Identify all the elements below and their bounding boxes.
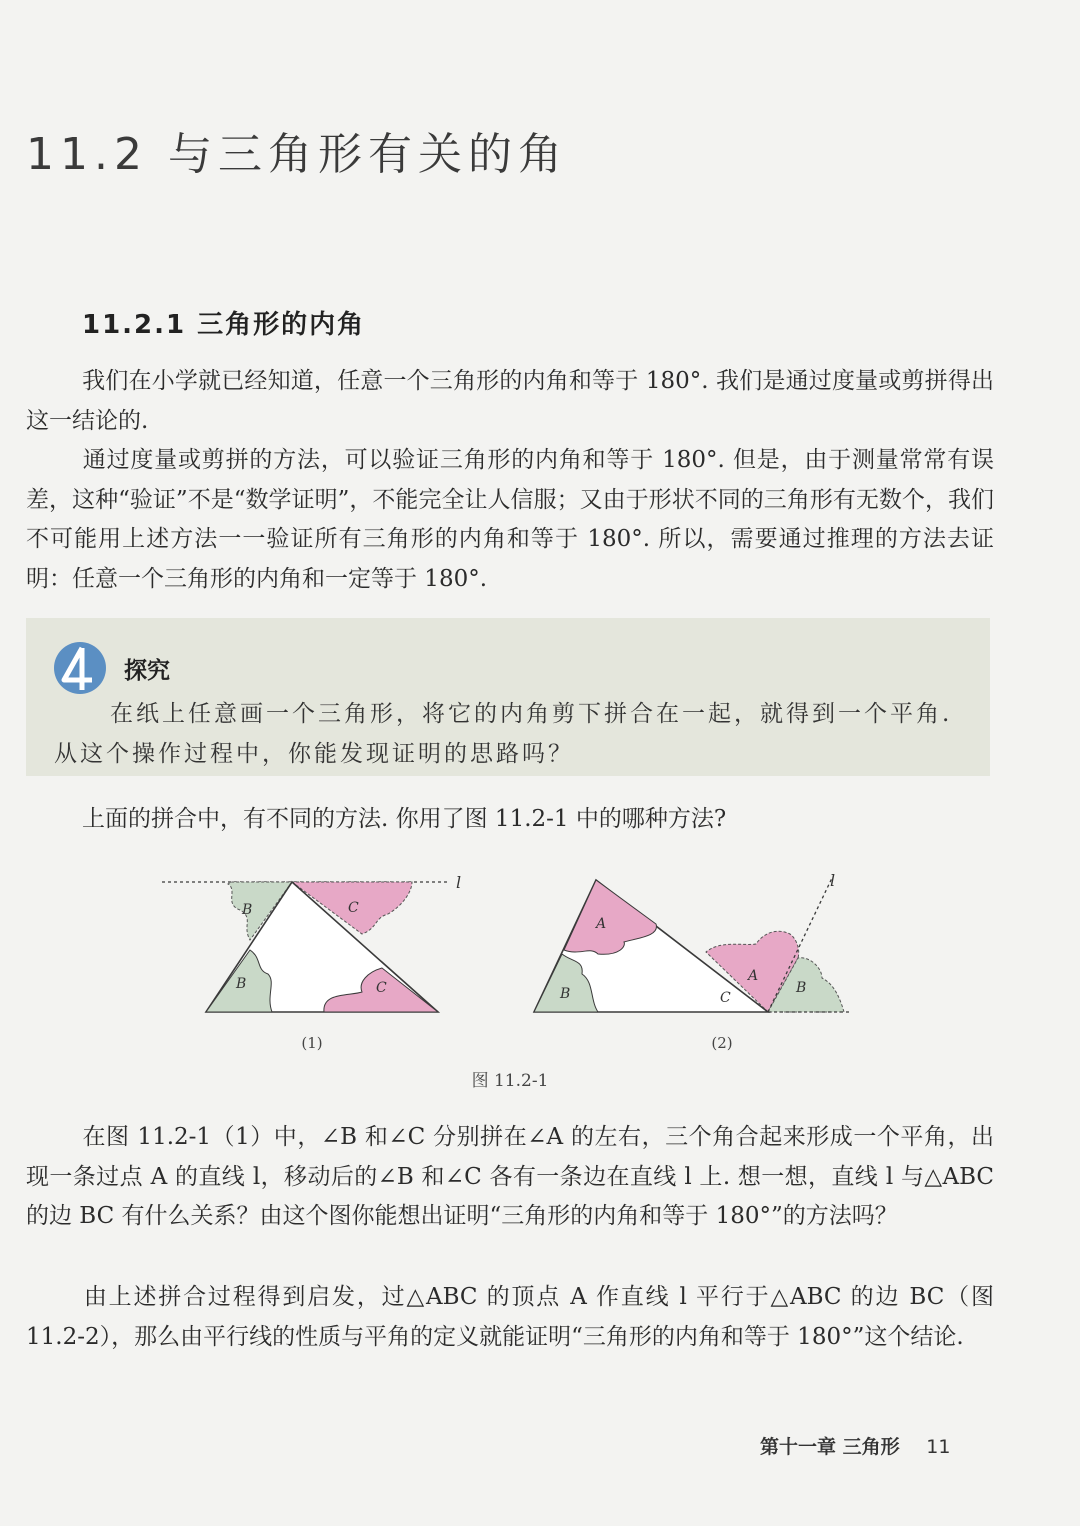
explore-box [26,618,990,776]
label-c-2: C [720,990,731,1006]
section-title: 11.2 与三角形有关的角 [26,129,568,180]
label-b-2: B [560,986,571,1002]
question-text: 上面的拼合中，有不同的方法. 你用了图 11.2-1 中的哪种方法? [82,806,727,832]
subfigure-1-label: (1) [301,1034,323,1052]
paragraph-3-text: 在图 11.2-1（1）中，∠B 和∠C 分别拼在∠A 的左右，三个角合起来形成一个平角，出现一条过点 A 的直线 l，移动后的∠B 和∠C 各有一条边在直线 l 上. 想一想，直线 l 与△ABC 的边 BC 有什么关系？由这个图你能想出证明“三角形的内角和等于 180°”的方法吗？ [26,1124,994,1229]
subfigure-2 [534,871,850,1012]
paragraph-2-text: 通过度量或剪拼的方法，可以验证三角形的内角和等于 180°. 但是，由于测量常常有误差，这种“验证”不是“数学证明”，不能完全让人信服；又由于形状不同的三角形有无数个，我们不可能用上述方法一一验证所有三角形的内角和等于 180°. 所以，需要通过推理的方法去证明：任意一个三角形的内角和一定等于 180°. [26,447,994,592]
label-l-2: l [830,871,836,890]
paragraph-1-text: 我们在小学就已经知道，任意一个三角形的内角和等于 180°. 我们是通过度量或剪拼得出这一结论的. [26,368,994,434]
subfigure-1 [162,873,461,1012]
explore-text [54,694,966,774]
question-paragraph [26,800,994,840]
label-l-1: l [456,873,462,892]
explore-icon [52,640,108,696]
label-b-1: B [236,976,247,992]
figure-11-2-1 [150,862,870,1102]
explore-text-content: 在纸上任意画一个三角形，将它的内角剪下拼合在一起，就得到一个平角. 从这个操作过程中，你能发现证明的思路吗？ [54,701,953,767]
label-a-2: A [596,916,607,932]
label-c-moved-1: C [348,900,359,916]
label-b-moved-1: B [242,902,253,918]
subsection-title: 11.2.1 三角形的内角 [82,310,366,340]
figure-diagram [150,862,870,1062]
paragraph-4 [26,1278,994,1357]
footer-chapter: 第十一章 三角形 [760,1436,900,1458]
subfigure-2-label: (2) [711,1034,733,1052]
page-footer [760,1432,950,1459]
label-a-moved-2: A [748,968,759,984]
paragraph-4-text: 由上述拼合过程得到启发，过△ABC 的顶点 A 作直线 l 平行于△ABC 的边 BC（图 11.2-2），那么由平行线的性质与平角的定义就能证明“三角形的内角和等于 180°”这个结论. [26,1284,994,1350]
label-c-1: C [376,980,387,996]
page-number: 11 [926,1436,951,1458]
label-b-moved-2: B [796,980,807,996]
paragraph-1 [26,362,994,441]
paragraph-3 [26,1118,994,1237]
figure-caption: 图 11.2-1 [471,1071,549,1091]
paragraph-2 [26,441,994,599]
explore-label: 探究 [124,658,170,684]
